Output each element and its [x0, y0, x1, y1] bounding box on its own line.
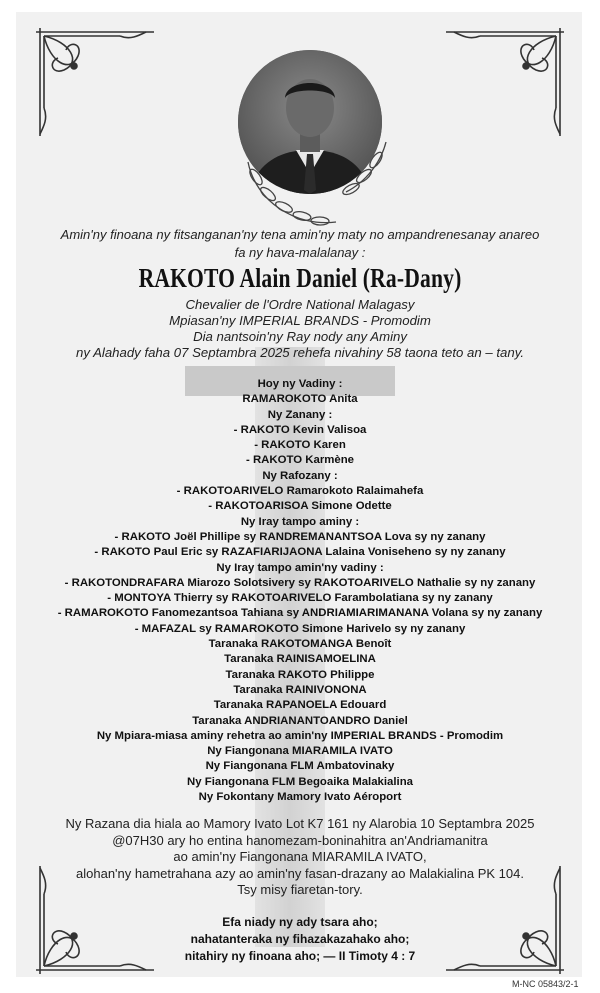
burial-line: @07H30 ary ho entina hanomezam-boninahitra an'Andriamanitra [112, 832, 488, 848]
family-line: Taranaka RAINIVONONA [233, 683, 367, 696]
reference-code: M-NC 05843/2-1 [512, 979, 579, 989]
title-line: Mpiasan'ny IMPERIAL BRANDS - Promodim [169, 313, 431, 328]
family-line: - RAMAROKOTO Fanomezantsoa Tahiana sy ANDRIAMIARIMANANA Volana sy ny zanany [57, 607, 543, 620]
family-line: Ny Iray tampo aminy : [240, 515, 360, 528]
family-line: - RAKOTONDRAFARA Miarozo Solotsivery sy RAKOTOARIVELO Nathalie sy ny zanany [64, 576, 536, 589]
burial-line: alohan'ny hametrahana azy ao amin'ny fasan-drazany ao Malakialina PK 104. [76, 865, 524, 881]
family-line: - RAKOTO Joël Phillipe sy RANDREMANANTSOA Lova sy ny zanany [114, 530, 486, 543]
burial-line: ao amin'ny Fiangonana MIARAMILA IVATO, [173, 849, 427, 864]
title-line: Dia nantsoin'ny Ray nody any Aminy [193, 329, 407, 344]
family-line: - RAKOTOARIVELO Ramarokoto Ralaimahefa [176, 485, 424, 498]
family-list [40, 377, 560, 805]
family-line: Ny Fiangonana MIARAMILA IVATO [207, 745, 393, 758]
title-line: ny Alahady faha 07 Septambra 2025 rehefa nivahiny 58 taona teto an – tany. [76, 345, 524, 360]
family-line: - RAKOTO Paul Eric sy RAZAFIARIJAONA Lalaina Voniseheno sy ny zanany [94, 546, 506, 559]
family-line: - RAKOTOARISOA Simone Odette [208, 500, 392, 513]
family-line: - RAKOTO Karen [254, 439, 346, 452]
burial-details [40, 816, 560, 899]
family-line: Hoy ny Vadiny : [257, 378, 343, 390]
title-line: Chevalier de l'Ordre National Malagasy [185, 297, 415, 312]
family-line: Taranaka RAKOTOMANGA Benoît [208, 638, 392, 651]
family-line: Ny Rafozany : [262, 469, 338, 482]
verse-line: Efa niady ny ady tsara aho; [222, 915, 378, 929]
family-line: - MAFAZAL sy RAMAROKOTO Simone Harivelo sy ny zanany [134, 622, 466, 635]
corner-ornament-top-right [440, 22, 570, 142]
family-line: Ny Fokontany Mamory Ivato Aéroport [198, 791, 402, 804]
family-line: Taranaka RAKOTO Philippe [225, 668, 375, 681]
corner-ornament-top-left [30, 22, 160, 142]
family-line: RAMAROKOTO Anita [242, 393, 358, 406]
family-line: - MONTOYA Thierry sy RAKOTOARIVELO Farambolatiana sy ny zanany [107, 592, 493, 605]
family-line: Ny Zanany : [267, 408, 333, 421]
portrait-photo [238, 50, 382, 194]
verse-line: nitahiry ny finoana aho; — II Timoty 4 : 7 [184, 949, 416, 963]
family-line: Ny Fiangonana FLM Begoaika Malakialina [187, 775, 413, 788]
deceased-titles [40, 297, 560, 361]
burial-line: Tsy misy fiaretan-tory. [237, 882, 363, 897]
portrait-frame [226, 42, 406, 232]
bible-verse [40, 914, 560, 965]
verse-line: nahatanteraka ny fihazakazahako aho; [190, 932, 410, 946]
intro-line-2: fa ny hava-malalanay : [234, 245, 366, 260]
intro-line-1: Amin'ny finoana ny fitsanganan'ny tena amin'ny maty no ampandrenesanay anareo [60, 227, 540, 242]
family-line: Taranaka RAPANOELA Edouard [213, 699, 387, 712]
family-line: Ny Mpiara-miasa aminy rehetra ao amin'ny IMPERIAL BRANDS - Promodim [96, 729, 504, 742]
family-line: Taranaka RAINISAMOELINA [224, 653, 376, 666]
deceased-name: RAKOTO Alain Daniel (Ra-Dany) [138, 263, 462, 293]
family-line: Ny Fiangonana FLM Ambatovinaky [205, 760, 395, 773]
family-line: Ny Iray tampo amin'ny vadiny : [216, 561, 384, 574]
family-line: - RAKOTO Karmène [245, 454, 355, 467]
burial-line: Ny Razana dia hiala ao Mamory Ivato Lot K7 161 ny Alarobia 10 Septambra 2025 [65, 816, 535, 831]
family-line: Taranaka ANDRIANANTOANDRO Daniel [192, 714, 408, 727]
family-line: - RAKOTO Kevin Valisoa [233, 423, 367, 436]
